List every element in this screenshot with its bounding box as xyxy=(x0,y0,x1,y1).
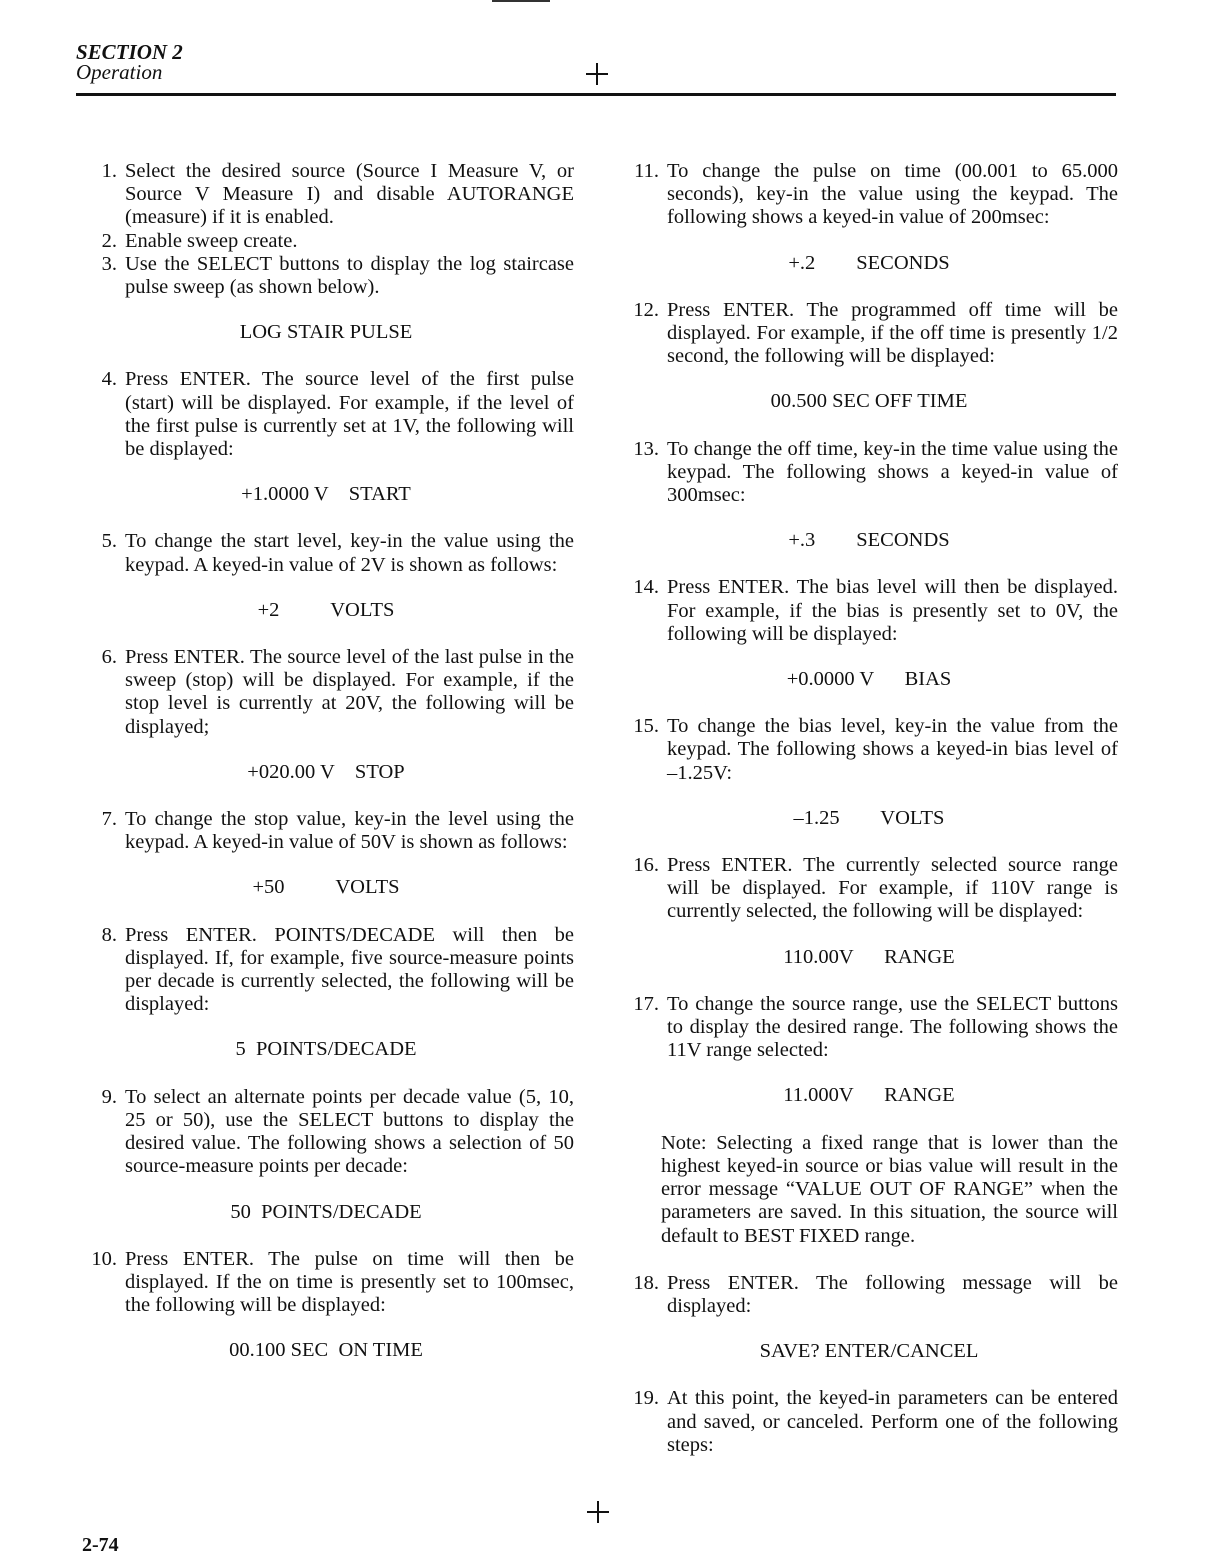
step-number: 13. xyxy=(633,437,659,460)
step-number: 8. xyxy=(101,923,117,946)
display-readout: +50 VOLTS xyxy=(252,876,400,899)
page-number: 2-74 xyxy=(82,1534,119,1556)
registration-mark-top-icon xyxy=(586,63,608,85)
step-text: Press ENTER. The source level of the last pulse in the sweep (stop) will be displayed. For example, if the stop level is currently at 20V, the following will be displayed; xyxy=(125,646,574,738)
step-text: Press ENTER. The pulse on time will then be displayed. If the on time is presently set to 100msec, the following will be displayed: xyxy=(125,1247,574,1317)
step-number: 10. xyxy=(91,1247,117,1270)
display-readout: +1.0000 V START xyxy=(241,483,411,506)
list-item xyxy=(620,1387,1118,1457)
list-item xyxy=(78,530,574,576)
step-text: To change the pulse on time (00.001 to 65.000 seconds), key-in the value using the keypad. The following shows a keyed-in value of 200msec: xyxy=(667,160,1118,229)
step-number: 6. xyxy=(101,646,117,669)
display-readout: LOG STAIR PULSE xyxy=(239,321,413,344)
step-text: Press ENTER. The bias level will then be displayed. For example, if the bias is presently set to 0V, the following will be displayed: xyxy=(667,576,1118,645)
list-item xyxy=(620,1272,1118,1318)
step-number: 18. xyxy=(633,1271,659,1294)
list-item xyxy=(78,924,574,1017)
step-number: 16. xyxy=(633,854,659,877)
list-item xyxy=(620,576,1118,646)
step-number: 12. xyxy=(633,298,659,321)
display-readout: 110.00V RANGE xyxy=(783,945,955,968)
step-number: 5. xyxy=(101,530,117,553)
display-readout: +.3 SECONDS xyxy=(788,529,950,552)
step-number: 19. xyxy=(633,1387,659,1410)
display-readout: 11.000V RANGE xyxy=(783,1084,955,1107)
step-number: 2. xyxy=(101,229,117,252)
list-item xyxy=(620,160,1118,230)
step-number: 9. xyxy=(101,1085,117,1108)
display-readout: 00.100 SEC ON TIME xyxy=(229,1339,423,1362)
step-text: To change the start level, key-in the value using the keypad. A keyed-in value of 2V is shown as follows: xyxy=(125,530,574,576)
step-number: 3. xyxy=(101,252,117,275)
list-item xyxy=(78,160,574,230)
list-item xyxy=(78,230,574,253)
list-item xyxy=(620,993,1118,1063)
list-item xyxy=(78,253,574,299)
display-readout: –1.25 VOLTS xyxy=(793,806,945,829)
step-number: 11. xyxy=(634,160,659,182)
header-rule xyxy=(76,93,1116,96)
step-text: To select an alternate points per decade value (5, 10, 25 or 50), use the SELECT buttons to display the desired value. The following shows a selection of 50 source-measure points per decade: xyxy=(125,1085,574,1178)
step-text: To change the stop value, key-in the level using the keypad. A keyed-in value of 50V is shown as follows: xyxy=(125,808,574,854)
left-column xyxy=(78,160,574,1387)
list-item xyxy=(620,299,1118,369)
step-text: Press ENTER. The currently selected source range will be displayed. For example, if 110V range is currently selected, the following will be displayed: xyxy=(667,854,1118,923)
list-item xyxy=(78,1248,574,1318)
step-number: 14. xyxy=(633,576,659,599)
step-number: 15. xyxy=(633,715,659,738)
list-item xyxy=(620,854,1118,924)
scan-artifact xyxy=(492,0,550,2)
list-item xyxy=(78,368,574,461)
section-subtitle: Operation xyxy=(76,60,163,84)
step-text: Use the SELECT buttons to display the log staircase pulse sweep (as shown below). xyxy=(125,252,574,299)
step-text: To change the off time, key-in the time value using the keypad. The following shows a keyed-in value of 300msec: xyxy=(667,437,1118,507)
list-item xyxy=(78,808,574,854)
display-readout: +2 VOLTS xyxy=(257,598,395,621)
display-readout: SAVE? ENTER/CANCEL xyxy=(759,1340,979,1363)
list-item xyxy=(620,715,1118,785)
step-text: Press ENTER. The following message will be displayed: xyxy=(667,1271,1118,1317)
note-paragraph: Note: Selecting a fixed range that is lower than the highest keyed-in source or bias value will result in the error message “VALUE OUT OF RANGE” when the parameters are saved. In this situation, the source will default to BEST FIXED range. xyxy=(661,1131,1118,1247)
step-text: Select the desired source (Source I Measure V, or Source V Measure I) and disable AUTORANGE (measure) if it is enabled. xyxy=(125,160,574,229)
step-text: Press ENTER. The source level of the first pulse (start) will be displayed. For example, if the level of the first pulse is currently set at 1V, the following will be displayed: xyxy=(125,368,574,461)
list-item xyxy=(78,1086,574,1179)
step-number: 4. xyxy=(101,368,117,391)
display-readout: +0.0000 V BIAS xyxy=(786,668,952,691)
step-text: To change the bias level, key-in the value from the keypad. The following shows a keyed-in bias level of –1.25V: xyxy=(667,715,1118,784)
display-readout: 50 POINTS/DECADE xyxy=(230,1200,422,1223)
right-column xyxy=(620,160,1118,1457)
list-item xyxy=(78,646,574,739)
step-number: 1. xyxy=(101,160,117,182)
step-text: To change the source range, use the SELECT buttons to display the desired range. The following shows the 11V range selected: xyxy=(667,992,1118,1062)
step-text: Press ENTER. POINTS/DECADE will then be displayed. If, for example, five source-measure points per decade is currently selected, the following will be displayed: xyxy=(125,923,574,1016)
list-item xyxy=(620,438,1118,508)
display-readout: 00.500 SEC OFF TIME xyxy=(770,390,968,413)
step-text: Press ENTER. The programmed off time will be displayed. For example, if the off time is presently 1/2 second, the following will be displayed: xyxy=(667,298,1118,368)
step-text: Enable sweep create. xyxy=(125,229,298,252)
step-number: 7. xyxy=(101,808,117,831)
step-number: 17. xyxy=(633,992,659,1015)
display-readout: 5 POINTS/DECADE xyxy=(235,1038,417,1061)
display-readout: +.2 SECONDS xyxy=(788,251,950,274)
registration-mark-bottom-icon xyxy=(587,1501,609,1523)
display-readout: +020.00 V STOP xyxy=(247,760,405,783)
section-label: SECTION 2 xyxy=(76,40,183,64)
step-text: At this point, the keyed-in parameters can be entered and saved, or canceled. Perform one of the following steps: xyxy=(667,1387,1118,1456)
